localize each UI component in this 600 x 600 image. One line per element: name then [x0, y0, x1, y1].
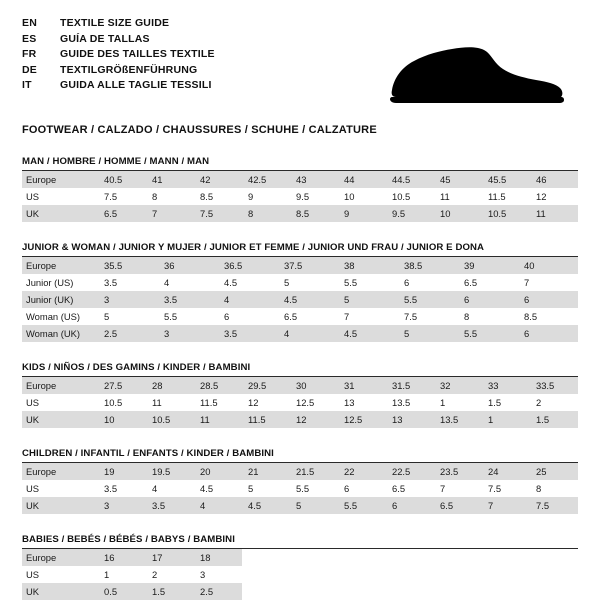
size-cell: 22.5: [386, 463, 434, 480]
size-cell: 3.5: [158, 291, 218, 308]
table-row: [22, 257, 578, 274]
size-cell: 9: [248, 191, 254, 202]
size-cell: 4.5: [278, 291, 338, 308]
row-label: US: [26, 483, 40, 494]
row-label: UK: [22, 583, 98, 600]
table-row: [22, 497, 578, 514]
size-cell-empty: [482, 583, 530, 600]
size-cell: 10.5: [482, 205, 530, 222]
size-table-babies: [22, 549, 578, 600]
size-cell: 4.5: [224, 277, 238, 288]
language-title: TEXTILGRÖßENFÜHRUNG: [60, 63, 198, 76]
size-cell: 6: [344, 483, 350, 494]
row-label: Europe: [22, 171, 98, 188]
row-label: Europe: [22, 549, 98, 566]
size-cell: 1: [104, 569, 110, 580]
size-cell-empty: [434, 583, 482, 600]
language-titles: [22, 16, 215, 94]
size-cell: 4: [218, 291, 278, 308]
size-cell: 10.5: [146, 411, 194, 428]
row-label: UK: [22, 497, 98, 514]
size-cell-empty: [530, 549, 578, 566]
size-cell: 9.5: [296, 191, 310, 202]
size-cell: 38.5: [398, 257, 458, 274]
size-cell: 3.5: [104, 277, 118, 288]
row-label: Europe: [22, 257, 98, 274]
language-row: [22, 78, 215, 94]
size-cell-empty: [386, 566, 434, 583]
group-title: CHILDREN / INFANTIL / ENFANTS / KINDER / BAMBINI: [22, 448, 578, 463]
size-group-man: [22, 156, 578, 222]
size-cell: 1: [482, 411, 530, 428]
table-row: [22, 566, 578, 583]
table-row: [22, 377, 578, 394]
table-row: [22, 205, 578, 222]
size-cell: 16: [98, 549, 146, 566]
size-cell-empty: [530, 566, 578, 583]
size-cell: 9.5: [386, 205, 434, 222]
dress-shoe-icon: [380, 34, 570, 106]
size-cell: 11: [152, 397, 162, 408]
size-cell-empty: [290, 566, 338, 583]
size-cell: 17: [146, 549, 194, 566]
size-cell: 7: [440, 483, 446, 494]
size-cell: 10: [434, 205, 482, 222]
size-cell: 11.5: [242, 411, 290, 428]
size-cell: 12: [248, 397, 259, 408]
size-cell: 27.5: [98, 377, 146, 394]
size-cell: 5.5: [296, 483, 310, 494]
size-cell: 2.5: [194, 583, 242, 600]
size-table-kids: [22, 377, 578, 428]
size-cell: 5: [290, 497, 338, 514]
table-row: [22, 394, 578, 411]
size-cell: 37.5: [278, 257, 338, 274]
group-title: JUNIOR & WOMAN / JUNIOR Y MUJER / JUNIOR ET FEMME / JUNIOR UND FRAU / JUNIOR E DONA: [22, 242, 578, 257]
size-cell: 6: [224, 311, 230, 322]
size-group-kids: [22, 362, 578, 428]
size-cell: 21.5: [290, 463, 338, 480]
size-cell: 19: [98, 463, 146, 480]
size-cell: 7.5: [194, 205, 242, 222]
size-cell: 32: [434, 377, 482, 394]
size-cell: 1.5: [146, 583, 194, 600]
size-cell: 2: [152, 569, 158, 580]
table-row: [22, 549, 578, 566]
size-cell-empty: [338, 549, 386, 566]
size-cell: 3.5: [218, 325, 278, 342]
size-cell: 8: [152, 191, 158, 202]
size-cell: 3: [200, 569, 206, 580]
size-cell: 6: [386, 497, 434, 514]
size-cell: 25: [530, 463, 578, 480]
size-cell-empty: [338, 583, 386, 600]
size-table-children: [22, 463, 578, 514]
language-title: GUIDE DES TAILLES TEXTILE: [60, 48, 215, 60]
size-cell: 6.5: [392, 483, 406, 494]
row-label: UK: [22, 411, 98, 428]
size-cell: 10: [344, 191, 355, 202]
size-cell: 13.5: [434, 411, 482, 428]
size-cell: 12.5: [338, 411, 386, 428]
size-cell: 13: [386, 411, 434, 428]
row-label: Woman (UK): [22, 325, 98, 342]
size-cell-empty: [338, 566, 386, 583]
size-cell: 5.5: [398, 291, 458, 308]
size-cell: 7.5: [530, 497, 578, 514]
size-cell: 23.5: [434, 463, 482, 480]
size-cell: 4: [164, 277, 170, 288]
size-cell: 7.5: [104, 191, 118, 202]
size-table-man: [22, 171, 578, 222]
size-cell: 42.5: [242, 171, 290, 188]
size-cell: 10.5: [104, 397, 123, 408]
size-cell: 1.5: [488, 397, 502, 408]
size-cell: 1: [440, 397, 446, 408]
size-cell: 2: [536, 397, 542, 408]
size-cell-empty: [386, 583, 434, 600]
size-cell: 44.5: [386, 171, 434, 188]
size-cell: 6: [518, 325, 578, 342]
language-title: GUIDA ALLE TAGLIE TESSILI: [60, 79, 212, 91]
size-cell: 33: [482, 377, 530, 394]
size-cell-empty: [434, 549, 482, 566]
size-cell: 3.5: [104, 483, 118, 494]
size-cell: 5: [248, 483, 254, 494]
size-cell: 36: [158, 257, 218, 274]
size-cell-empty: [242, 566, 290, 583]
language-title: TEXTILE SIZE GUIDE: [60, 17, 170, 29]
language-row: [22, 32, 215, 48]
size-cell-empty: [242, 583, 290, 600]
size-cell: 5.5: [458, 325, 518, 342]
group-title: MAN / HOMBRE / HOMME / MANN / MAN: [22, 156, 578, 171]
size-cell: 6.5: [464, 277, 478, 288]
size-cell: 4.5: [242, 497, 290, 514]
size-cell: 19.5: [146, 463, 194, 480]
size-cell: 2.5: [98, 325, 158, 342]
size-cell: 4.5: [200, 483, 214, 494]
size-cell: 4: [194, 497, 242, 514]
size-cell: 22: [338, 463, 386, 480]
table-row: [22, 188, 578, 205]
size-cell: 31.5: [386, 377, 434, 394]
language-row: [22, 16, 215, 32]
size-cell: 5: [338, 291, 398, 308]
table-row: [22, 308, 578, 325]
size-cell: 10: [98, 411, 146, 428]
size-cell: 11: [440, 191, 450, 202]
group-title: KIDS / NIÑOS / DES GAMINS / KINDER / BAMBINI: [22, 362, 578, 377]
size-cell: 31: [338, 377, 386, 394]
size-cell: 44: [338, 171, 386, 188]
size-cell-empty: [242, 549, 290, 566]
size-cell: 6.5: [284, 311, 298, 322]
size-cell: 3: [98, 291, 158, 308]
size-table-junior-woman: [22, 257, 578, 342]
size-cell: 24: [482, 463, 530, 480]
size-cell: 43: [290, 171, 338, 188]
size-cell: 5: [284, 277, 290, 288]
size-cell: 6.5: [434, 497, 482, 514]
size-cell: 11: [530, 205, 578, 222]
size-cell: 7: [344, 311, 350, 322]
size-cell: 8: [464, 311, 470, 322]
row-label: US: [26, 397, 40, 408]
size-cell: 7.5: [488, 483, 502, 494]
table-row: [22, 463, 578, 480]
size-cell: 8.5: [524, 311, 538, 322]
size-cell: 12: [536, 191, 547, 202]
table-row: [22, 291, 578, 308]
size-cell: 8.5: [200, 191, 214, 202]
size-cell: 10.5: [392, 191, 411, 202]
size-cell: 3: [98, 497, 146, 514]
table-row: [22, 325, 578, 342]
size-cell: 18: [194, 549, 242, 566]
size-cell: 7.5: [404, 311, 418, 322]
size-cell: 0.5: [98, 583, 146, 600]
size-cell: 5.5: [338, 497, 386, 514]
language-code: ES: [22, 32, 37, 45]
size-cell: 13.5: [392, 397, 411, 408]
size-cell: 7: [524, 277, 530, 288]
row-label: Junior (US): [26, 277, 74, 288]
size-cell-empty: [482, 549, 530, 566]
page-title: FOOTWEAR / CALZADO / CHAUSSURES / SCHUHE / CALZATURE: [22, 124, 377, 136]
size-cell: 11: [194, 411, 242, 428]
row-label: Woman (US): [26, 311, 81, 322]
size-cell-empty: [530, 583, 578, 600]
size-cell: 39: [458, 257, 518, 274]
size-cell: 13: [344, 397, 355, 408]
size-cell: 4: [278, 325, 338, 342]
row-label: Europe: [22, 463, 98, 480]
size-cell: 4: [152, 483, 158, 494]
size-cell: 7: [482, 497, 530, 514]
language-row: [22, 63, 215, 79]
table-row: [22, 480, 578, 497]
table-row: [22, 274, 578, 291]
row-label: US: [26, 569, 40, 580]
size-cell: 6: [458, 291, 518, 308]
size-cell: 3.5: [146, 497, 194, 514]
size-cell: 21: [242, 463, 290, 480]
language-code: EN: [22, 17, 37, 29]
size-cell: 42: [194, 171, 242, 188]
size-cell: 11.5: [488, 191, 506, 202]
size-cell-empty: [290, 583, 338, 600]
size-cell: 5.5: [164, 311, 178, 322]
size-cell: 8.5: [290, 205, 338, 222]
size-cell: 9: [338, 205, 386, 222]
size-cell: 8: [242, 205, 290, 222]
language-code: FR: [22, 48, 37, 60]
size-cell: 29.5: [242, 377, 290, 394]
size-cell: 30: [290, 377, 338, 394]
size-cell: 3: [158, 325, 218, 342]
size-group-babies: [22, 534, 578, 600]
size-cell: 12.5: [296, 397, 315, 408]
size-cell: 38: [338, 257, 398, 274]
size-cell: 20: [194, 463, 242, 480]
size-cell: 46: [530, 171, 578, 188]
size-cell: 8: [536, 483, 542, 494]
size-group-junior-woman: [22, 242, 578, 342]
size-cell: 45.5: [482, 171, 530, 188]
size-cell: 12: [290, 411, 338, 428]
size-cell: 35.5: [98, 257, 158, 274]
language-code: DE: [22, 63, 37, 76]
size-cell: 1.5: [530, 411, 578, 428]
table-row: [22, 411, 578, 428]
size-cell: 6.5: [98, 205, 146, 222]
language-title: GUÍA DE TALLAS: [60, 32, 150, 45]
size-cell: 28: [146, 377, 194, 394]
size-cell: 28.5: [194, 377, 242, 394]
row-label: US: [26, 191, 40, 202]
table-row: [22, 583, 578, 600]
table-row: [22, 171, 578, 188]
size-cell: 5: [104, 311, 110, 322]
language-code: IT: [22, 79, 32, 91]
size-cell-empty: [386, 549, 434, 566]
size-cell: 45: [434, 171, 482, 188]
row-label: Europe: [22, 377, 98, 394]
size-cell: 40.5: [98, 171, 146, 188]
size-cell: 4.5: [338, 325, 398, 342]
size-cell-empty: [290, 549, 338, 566]
size-cell: 40: [518, 257, 578, 274]
size-cell: 6: [518, 291, 578, 308]
row-label: UK: [22, 205, 98, 222]
size-cell-empty: [482, 566, 530, 583]
document-header: [22, 16, 578, 108]
size-cell: 33.5: [530, 377, 578, 394]
row-label: Junior (UK): [22, 291, 98, 308]
size-cell: 5: [398, 325, 458, 342]
group-title: BABIES / BEBÉS / BÉBÉS / BABYS / BAMBINI: [22, 534, 578, 549]
size-cell: 7: [146, 205, 194, 222]
size-cell: 11.5: [200, 397, 218, 408]
language-row: [22, 47, 215, 63]
size-cell: 5.5: [344, 277, 358, 288]
size-cell: 41: [146, 171, 194, 188]
size-group-children: [22, 448, 578, 514]
size-cell: 6: [404, 277, 410, 288]
size-cell: 36.5: [218, 257, 278, 274]
size-cell-empty: [434, 566, 482, 583]
